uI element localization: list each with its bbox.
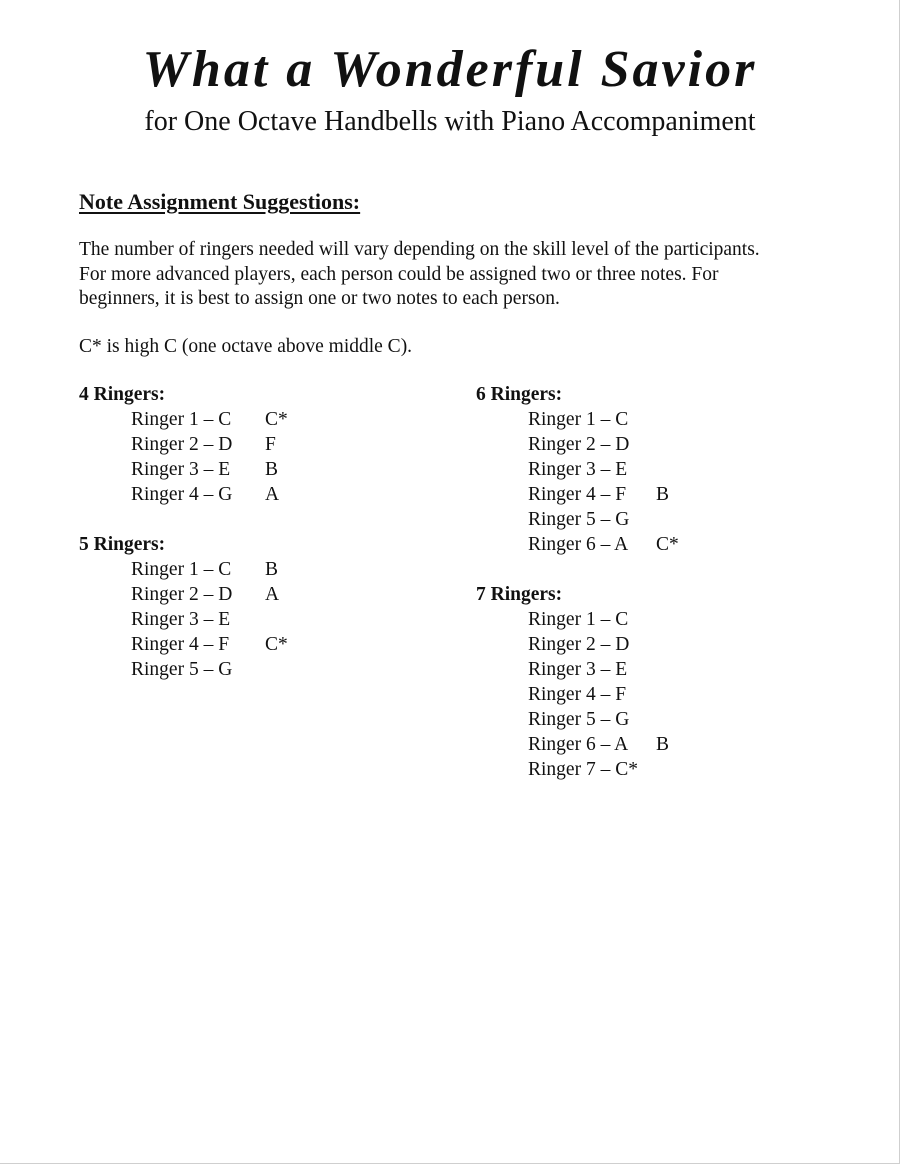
ringer-row (476, 707, 696, 732)
group-5-ringers (79, 532, 305, 682)
group-title: 4 Ringers: (79, 384, 166, 405)
ringer-label: Ringer 1 – C (528, 409, 629, 430)
group-title: 7 Ringers: (476, 584, 563, 605)
ringer-label: Ringer 3 – E (528, 659, 628, 680)
ringer-extra-note (656, 657, 696, 682)
ringer-row (476, 457, 696, 482)
ringer-label: Ringer 6 – A (528, 734, 629, 755)
ringer-row (476, 432, 696, 457)
ringer-extra-note (656, 707, 696, 732)
ringer-extra-note: B (656, 484, 670, 505)
ringer-label: Ringer 2 – D (528, 434, 630, 455)
page-subtitle: for One Octave Handbells with Piano Accompaniment (144, 106, 756, 137)
ringer-row (79, 482, 305, 507)
page-title: What a Wonderful Savior (142, 41, 758, 98)
group-title: 5 Ringers: (79, 534, 166, 555)
ringer-extra-note (265, 607, 305, 632)
ringer-row (79, 657, 305, 682)
ringer-label: Ringer 3 – E (131, 459, 231, 480)
ringer-row (476, 732, 696, 757)
ringer-row (79, 607, 305, 632)
ringer-label: Ringer 1 – C (131, 559, 232, 580)
ringer-label: Ringer 1 – C (131, 409, 232, 430)
ringer-label: Ringer 5 – G (528, 709, 630, 730)
ringer-label: Ringer 2 – D (131, 584, 233, 605)
ringer-row (476, 632, 696, 657)
ringer-extra-note: B (265, 559, 279, 580)
ringer-extra-note: B (265, 459, 279, 480)
ringer-row (79, 457, 305, 482)
ringer-label: Ringer 4 – G (131, 484, 233, 505)
ringer-row (476, 757, 696, 782)
ringer-row (79, 432, 305, 457)
ringer-extra-note: C* (265, 634, 288, 655)
ringer-row (476, 507, 696, 532)
ringer-row (476, 482, 696, 507)
ringer-row (79, 407, 305, 432)
ringer-extra-note (656, 507, 696, 532)
ringer-label: Ringer 3 – E (131, 609, 231, 630)
ringer-row (79, 582, 305, 607)
ringer-row (476, 532, 696, 557)
ringer-extra-note (656, 407, 696, 432)
group-title: 6 Ringers: (476, 384, 563, 405)
ringer-row (476, 407, 696, 432)
group-7-ringers (476, 582, 696, 782)
intro-line: The number of ringers needed will vary depending on the skill level of the participants. (79, 239, 760, 260)
ringer-label: Ringer 5 – G (528, 509, 630, 530)
ringer-row (79, 557, 305, 582)
ringer-extra-note: C* (656, 534, 679, 555)
ringer-label: Ringer 1 – C (528, 609, 629, 630)
section-heading: Note Assignment Suggestions: (79, 189, 361, 214)
ringer-label: Ringer 5 – G (131, 659, 233, 680)
ringer-extra-note: A (265, 484, 280, 505)
ringer-row (476, 682, 696, 707)
ringer-label: Ringer 3 – E (528, 459, 628, 480)
ringer-label: Ringer 4 – F (528, 484, 627, 505)
ringer-extra-note (656, 632, 696, 657)
ringer-label: Ringer 2 – D (131, 434, 233, 455)
ringer-extra-note: A (265, 584, 280, 605)
intro-paragraph (79, 238, 839, 312)
ringer-extra-note (656, 682, 696, 707)
ringer-extra-note (656, 607, 696, 632)
ringer-extra-note: F (265, 434, 276, 455)
ringer-label: Ringer 4 – F (131, 634, 230, 655)
ringer-label: Ringer 7 – C* (528, 759, 638, 780)
ringer-row (79, 632, 305, 657)
group-6-ringers (476, 382, 696, 557)
intro-line: beginners, it is best to assign one or two notes to each person. (79, 288, 560, 309)
ringer-extra-note (656, 432, 696, 457)
ringer-extra-note (265, 657, 305, 682)
intro-line: For more advanced players, each person could be assigned two or three notes. For (79, 263, 719, 285)
ringer-label: Ringer 4 – F (528, 684, 627, 705)
ringer-extra-note: C* (265, 409, 288, 430)
ringer-extra-note: B (656, 734, 670, 755)
ringer-row (476, 607, 696, 632)
ringer-label: Ringer 6 – A (528, 534, 629, 555)
ringer-extra-note (656, 457, 696, 482)
ringer-label: Ringer 2 – D (528, 634, 630, 655)
ringer-extra-note (656, 757, 696, 782)
ringer-row (476, 657, 696, 682)
group-4-ringers (79, 382, 305, 507)
high-c-note: C* is high C (one octave above middle C). (79, 336, 413, 357)
